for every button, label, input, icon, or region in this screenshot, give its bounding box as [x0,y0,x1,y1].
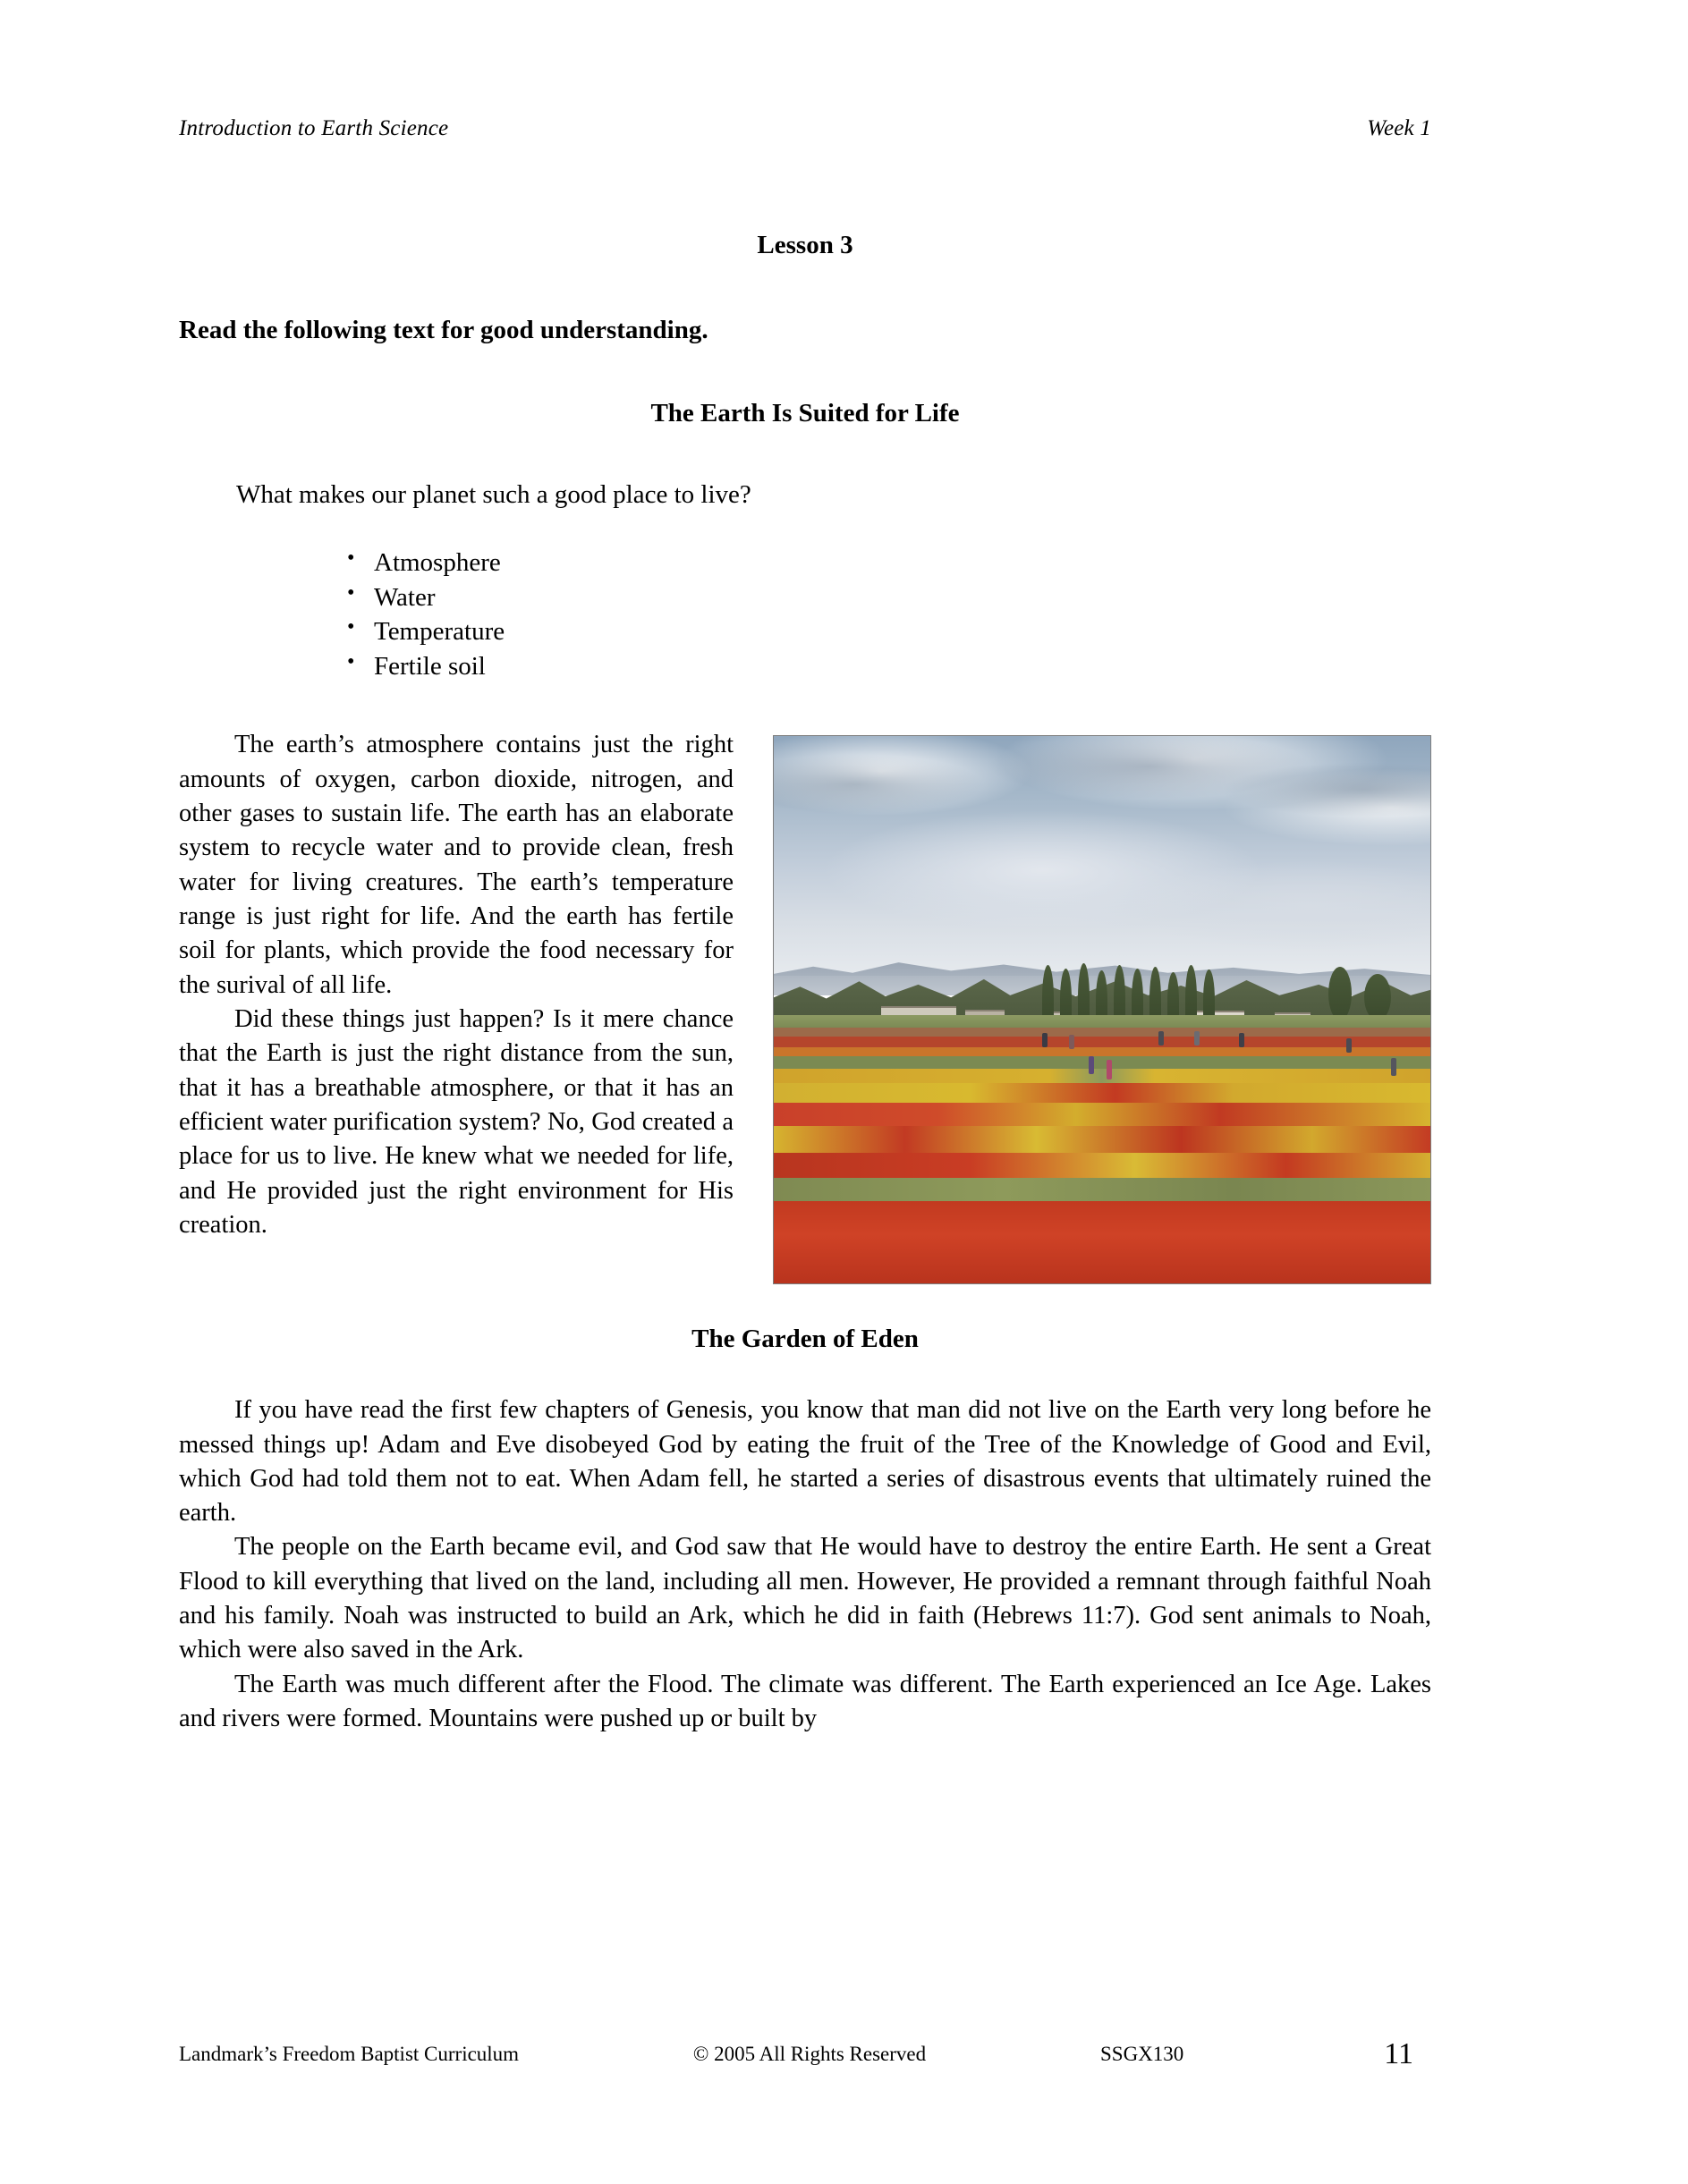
paragraph: The earth’s atmosphere contains just the right amounts of oxygen, carbon dioxide, nitrogen, and other gases to sustain life. The earth has an elaborate system to recycle water and to provide clean, fresh water for living creatures. The earth’s temperature range is just right for life. And the earth has fertile soil for plants, which provide the food necessary for the surival of all life. [179,731,734,999]
garden-section-title: The Garden of Eden [691,1325,919,1354]
running-head-left: Introduction to Earth Science [179,116,449,140]
section-title: The Earth Is Suited for Life [650,399,960,427]
paragraph: If you have read the first few chapters of Genesis, you know that man did not live on the Earth very long before he messed things up! Adam and Eve disobeyed God by eating the fruit of the Tree of the Knowledge of Good and Evil, which God had told them not to eat. When Adam fell, he started a series of disastrous events that ultimately ruined the earth. [179,1396,1431,1528]
list-item: • Fertile soil [179,649,1431,684]
list-item: • Atmosphere [179,546,1431,580]
running-head-right: Week 1 [1367,116,1431,140]
garden-body [179,1393,1431,1736]
list-item: • Temperature [179,614,1431,649]
running-head [179,116,1431,141]
page-content [179,116,1431,2070]
paragraph: Did these things just happen? Is it mere chance that the Earth is just the right distance from the sun, that it has a breathable atmosphere, or that it has an efficient water purification system? No, God created a place for us to live. He knew what we needed for life, and He provided just the right environment for His creation. [179,1004,734,1239]
photo-clouds [774,736,1430,843]
left-column-text [179,728,734,1242]
page-footer [179,2037,1431,2070]
page-number: 11 [1384,2037,1413,2070]
photo-people [774,1020,1430,1056]
tulip-field-photo [773,735,1431,1284]
reading-instruction: Read the following text for good understanding. [179,316,708,344]
paragraph: The Earth was much different after the Flood. The climate was different. The Earth experienced an Ice Age. Lakes and rivers were formed. Mountains were pushed up or built by [179,1670,1431,1733]
photo-poplar-row [774,965,1430,1020]
body-block [179,728,1431,1242]
footer-curriculum: Landmark’s Freedom Baptist Curriculum [179,2043,520,2065]
footer-copyright: © 2005 All Rights Reserved [692,2043,927,2065]
footer-code: SSGX130 [1100,2043,1184,2065]
lesson-title: Lesson 3 [757,231,853,259]
list-item: • Water [179,580,1431,615]
paragraph: The people on the Earth became evil, and God saw that He would have to destroy the entire Earth. He sent a Great Flood to kill everything that lived on the land, including all men. However, He provided a remnant through faithful Noah and his family. Noah was instructed to build an Ark, which he did in faith (Hebrews 11:7). God sent animals to Noah, which were also saved in the Ark. [179,1533,1431,1664]
lead-question: What makes our planet such a good place to live? [236,480,751,509]
feature-list [179,546,1431,683]
